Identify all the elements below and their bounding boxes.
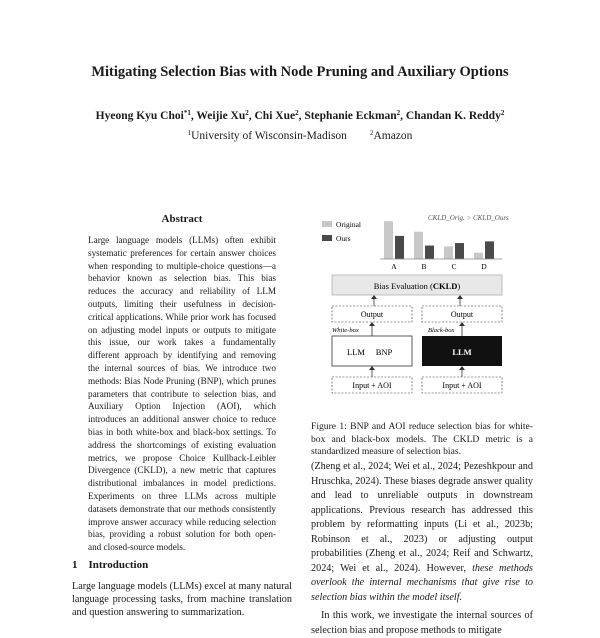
arrow-head — [369, 322, 375, 326]
legend-swatch-ours — [322, 235, 332, 241]
author-name: Chandan K. Reddy — [405, 110, 501, 122]
right-column-text — [311, 460, 533, 638]
bar-ours-b — [425, 246, 434, 259]
bias-evaluation-metric: CKLD — [432, 281, 458, 291]
llm-label-whitebox: LLM — [347, 347, 365, 357]
input-label-whitebox: Input + AOI — [352, 381, 392, 390]
author-affiliation-mark: 2 — [245, 109, 249, 117]
section-number: 1 — [72, 559, 78, 571]
figure-1 — [318, 205, 518, 417]
author-affiliation-mark: 2 — [396, 109, 401, 117]
paragraph: In this work, we investigate the internal sources of selection bias and propose methods to mitigate — [311, 610, 533, 636]
arrow-head — [457, 295, 463, 299]
affiliations — [0, 130, 600, 142]
arrow-head — [459, 366, 465, 370]
x-tick-label: B — [421, 262, 427, 271]
author-name: Weijie Xu — [196, 110, 246, 122]
arrow-head — [369, 366, 375, 370]
bar-original-b — [414, 232, 423, 259]
bar-ours-d — [485, 241, 494, 259]
legend-label-ours: Ours — [336, 234, 351, 243]
figure-1-caption: Figure 1: BNP and AOI reduce selection bias for white-box and black-box models. The CKLD metric is a standardized measure of selection bias. — [311, 421, 533, 458]
arrow-head — [459, 322, 465, 326]
bnp-label: BNP — [375, 347, 393, 357]
author-name: Stephanie Eckman — [304, 110, 397, 122]
bar-original-d — [474, 253, 483, 259]
author-affiliation-mark: 2 — [295, 109, 299, 117]
whitebox-label: White-box — [332, 327, 359, 334]
bar-ours-a — [395, 236, 404, 259]
author-affiliation-mark: 2 — [500, 109, 505, 117]
author-list: Hyeong Kyu Choi$^{*1}$, Weijie Xu$^2$, Chi Xue$^2$, Stephanie Eckman$^2$, Chandan K. Reddy$^2$ — [95, 109, 505, 122]
x-tick-label: C — [451, 262, 457, 271]
x-tick-label: A — [391, 262, 397, 271]
paragraph-text: (Zheng et al., 2024; Wei et al., 2024; Pezeshkpour and Hruschka, 2024). These biases degrade answer quality and lead to unreliable outputs in downstream applications. Previous research has addressed this problem by reformatting inputs (Li et al., 2023b; Robinson et al., 2023) or adjusting output probabilities (Zheng et al., 2024; Reif and Schwartz, 2024; Wei et al., 2024). However, — [311, 461, 533, 574]
legend-label-original: Original — [336, 220, 361, 229]
affiliation-name: University of Wisconsin-Madison — [191, 130, 347, 142]
output-label-whitebox: Output — [360, 310, 384, 319]
bar-original-a — [384, 221, 393, 259]
affiliation-number: 1 — [187, 129, 192, 137]
bias-evaluation-text: Bias Evaluation — [373, 281, 428, 291]
affiliation-number: 2 — [369, 129, 374, 137]
bar-chart — [384, 221, 494, 259]
output-label-blackbox: Output — [450, 310, 474, 319]
author-affiliation-mark: *1 — [183, 109, 191, 117]
llm-whitebox-model — [332, 336, 412, 366]
paragraph-emphasis: these methods overlook the internal mechanisms that give rise to selection bias within the model itself. — [311, 562, 533, 603]
introduction-text: Large language models (LLMs) excel at many natural language processing tasks, from machine translation and question answering to summarization. — [72, 581, 292, 618]
blackbox-label: Black-box — [428, 327, 455, 334]
affiliation-name: Amazon — [373, 130, 413, 142]
x-tick-labels — [391, 262, 487, 271]
legend-swatch-original — [322, 221, 332, 227]
abstract-heading: Abstract — [161, 213, 203, 225]
section-heading-introduction — [72, 559, 148, 571]
bar-original-c — [444, 246, 453, 259]
llm-label-blackbox: LLM — [452, 347, 472, 357]
paragraph — [311, 460, 533, 605]
paper-title: Mitigating Selection Bias with Node Pruning and Auxiliary Options — [91, 64, 509, 80]
arrow-head — [371, 295, 377, 299]
metric-comparison-label: CKLD_Orig. > CKLD_Ours — [428, 214, 509, 222]
author-name: Chi Xue — [254, 110, 296, 122]
author-name: Hyeong Kyu Choi — [95, 110, 184, 122]
section-title: Introduction — [88, 559, 149, 571]
input-label-blackbox: Input + AOI — [442, 381, 482, 390]
abstract-text: Large language models (LLMs) often exhibit systematic preferences for certain answer choices when responding to multiple-choice questions—a behavior known as selection bias. This bias reduces the accuracy and reliability of LLM outputs, limiting their usefulness in decision-critical applications. While prior work has focused on adjusting model inputs or outputs to mitigate this issue, our work takes a fundamentally different approach by identifying and removing the internal sources of bias. We introduce two methods: Bias Node Pruning (BNP), which prunes parameters that contribute to selection bias, and Auxiliary Option Injection (AOI), which introduces an additional answer choice to reduce bias in both white-box and black-box settings. To address the shortcomings of existing evaluation metrics, we propose Choice Kullback-Leibler Divergence (CKLD), a new metric that captures distributional imbalances in model predictions. Experiments on three LLMs across multiple datasets demonstrate that our methods consistently improve answer accuracy while reducing selection bias, providing a robust solution for both open- and closed-source models. — [88, 235, 276, 553]
x-tick-label: D — [481, 262, 487, 271]
bias-evaluation-label: Bias Evaluation (CKLD) — [373, 281, 461, 291]
bar-ours-c — [455, 243, 464, 259]
